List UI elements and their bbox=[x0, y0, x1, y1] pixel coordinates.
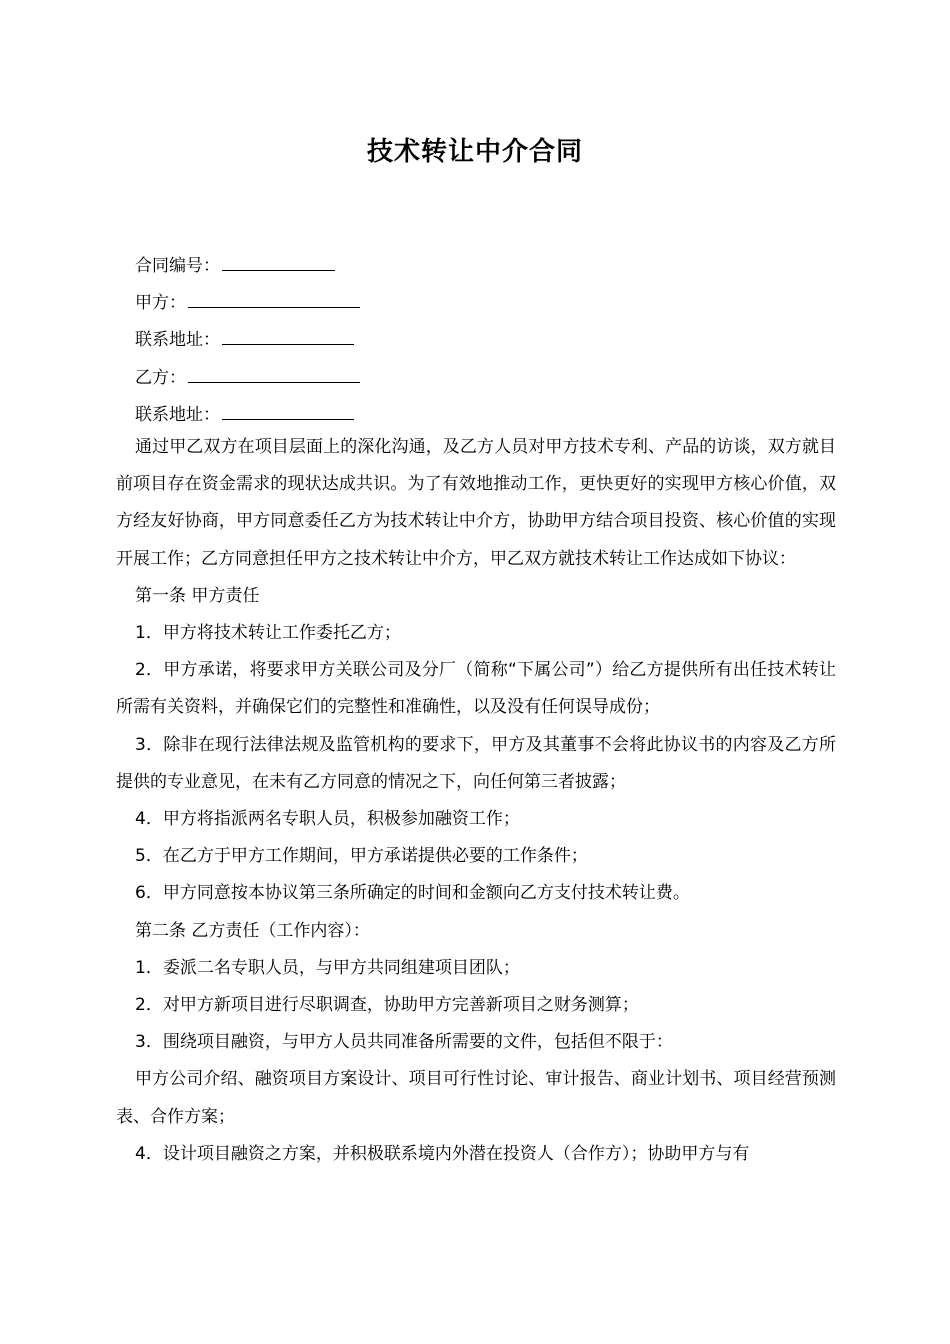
party-a-label: 甲方： bbox=[135, 293, 186, 313]
article-2-item-3-detail: 甲方公司介绍、融资项目方案设计、项目可行性讨论、审计报告、商业计划书、项目经营预测表、合作方案； bbox=[116, 1069, 836, 1127]
article-2-item-3: 3．围绕项目融资，与甲方人员共同准备所需要的文件，包括但不限于： bbox=[135, 1032, 673, 1053]
article-1-item-6: 6．甲方同意按本协议第三条所确定的时间和金额向乙方支付技术转让费。 bbox=[135, 883, 690, 904]
party-b-label: 乙方： bbox=[135, 368, 186, 388]
article-1-item-4: 4．甲方将指派两名专职人员，积极参加融资工作； bbox=[135, 809, 520, 830]
party-a-address-label: 联系地址： bbox=[135, 330, 220, 350]
contract-body bbox=[116, 429, 836, 1173]
article-2-item-4: 4．设计项目融资之方案，并积极联系境内外潜在投资人（合作方）；协助甲方与有 bbox=[135, 1143, 750, 1164]
party-b-address-label: 联系地址： bbox=[135, 405, 220, 425]
party-b-blank bbox=[188, 365, 360, 383]
document-title: 技术转让中介合同 bbox=[366, 137, 583, 167]
article-1-item-3: 3．除非在现行法律法规及监管机构的要求下，甲方及其董事不会将此协议书的内容及乙方所提供的专业意见，在未有乙方同意的情况之下，向任何第三者披露； bbox=[116, 734, 836, 792]
party-a-address-blank bbox=[222, 327, 354, 345]
contract-number-label: 合同编号： bbox=[135, 256, 220, 276]
party-a-field bbox=[135, 290, 360, 315]
party-b-address-field bbox=[135, 402, 354, 427]
party-a-address-field bbox=[135, 327, 354, 352]
article-2-heading: 第二条 乙方责任（工作内容）： bbox=[135, 920, 370, 941]
party-a-blank bbox=[188, 290, 360, 308]
contract-number-field bbox=[135, 253, 335, 278]
contract-number-blank bbox=[222, 253, 335, 271]
intro-paragraph: 通过甲乙双方在项目层面上的深化沟通，及乙方人员对甲方技术专利、产品的访谈，双方就目前项目存在资金需求的现状达成共识。为了有效地推动工作，更快更好的实现甲方核心价值，双方经友好协商，甲方同意委任乙方为技术转让中介方，协助甲方结合项目投资、核心价值的实现开展工作；乙方同意担任甲方之技术转让中介方，甲乙双方就技术转让工作达成如下协议： bbox=[116, 437, 836, 569]
article-1-heading: 第一条 甲方责任 bbox=[135, 585, 260, 606]
article-1-item-2: 2．甲方承诺，将要求甲方关联公司及分厂（简称“下属公司”）给乙方提供所有出任技术转让所需有关资料，并确保它们的完整性和准确性，以及没有任何误导成份； bbox=[116, 660, 836, 718]
party-b-field bbox=[135, 365, 360, 390]
article-1-item-1: 1．甲方将技术转让工作委托乙方； bbox=[135, 623, 401, 644]
party-b-address-blank bbox=[222, 402, 354, 420]
article-2-item-1: 1．委派二名专职人员，与甲方共同组建项目团队； bbox=[135, 957, 520, 978]
article-1-item-5: 5．在乙方于甲方工作期间，甲方承诺提供必要的工作条件； bbox=[135, 846, 588, 867]
article-2-item-2: 2．对甲方新项目进行尽职调查，协助甲方完善新项目之财务测算； bbox=[135, 995, 639, 1016]
